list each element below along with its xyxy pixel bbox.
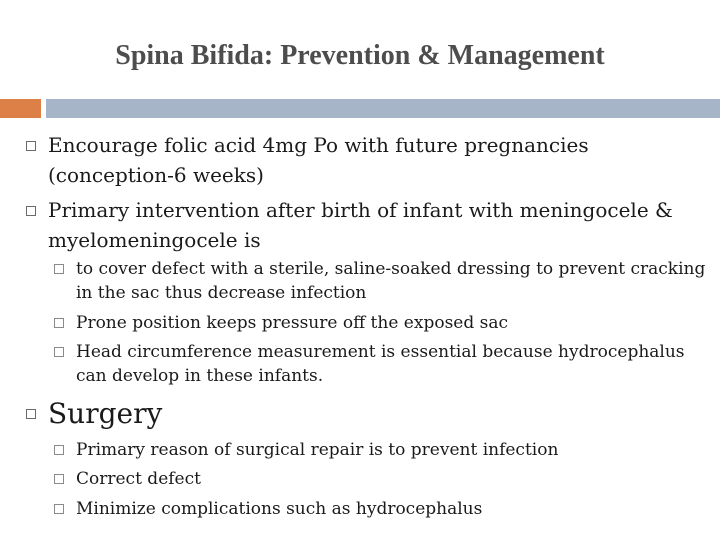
square-bullet-icon (54, 318, 64, 328)
square-bullet-icon (54, 445, 64, 455)
sub-bullet-correct-defect: Correct defect (76, 469, 201, 489)
square-bullet-icon (26, 141, 36, 151)
bullet-surgery: Surgery (48, 397, 163, 430)
slide-title: Spina Bifida: Prevention & Management (115, 40, 605, 71)
sub-bullet-minimize-complications: Minimize complications such as hydrocephalus (76, 499, 483, 519)
square-bullet-icon (54, 474, 64, 484)
sub-bullet-cover-defect: to cover defect with a sterile, saline-soaked dressing to prevent cracking in the sac thus decrease infection (76, 259, 706, 303)
square-bullet-icon (26, 409, 36, 419)
square-bullet-icon (26, 206, 36, 216)
square-bullet-icon (54, 264, 64, 274)
bullet-primary-intervention: Primary intervention after birth of infant with meningocele & myelomeningocele is (48, 198, 673, 252)
square-bullet-icon (54, 347, 64, 357)
bullet-folic-acid: Encourage folic acid 4mg Po with future pregnancies (conception-6 weeks) (48, 133, 589, 187)
sub-bullet-head-circumference: Head circumference measurement is essential because hydrocephalus can develop in these infants. (76, 342, 685, 386)
sub-bullet-surgical-repair: Primary reason of surgical repair is to prevent infection (76, 440, 559, 460)
square-bullet-icon (54, 504, 64, 514)
sub-bullet-prone-position: Prone position keeps pressure off the exposed sac (76, 313, 509, 333)
